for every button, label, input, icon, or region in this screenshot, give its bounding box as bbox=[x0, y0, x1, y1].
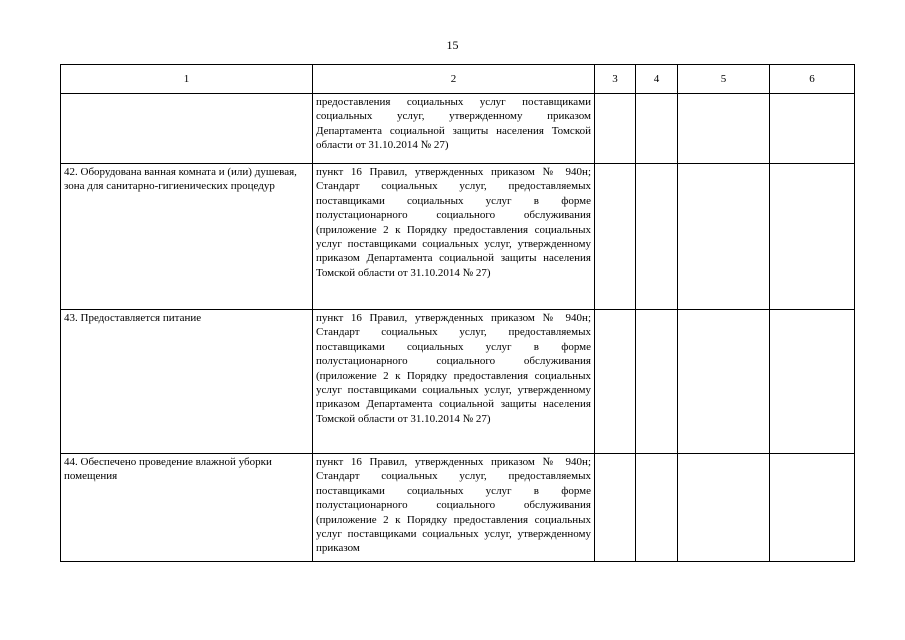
empty-cell-5 bbox=[678, 310, 770, 454]
source-cell: пункт 16 Правил, утвержденных приказом № 940н; Стандарт социальных услуг, предоставляемых поставщиками социальных услуг в форме полустационарного социального обслуживания (приложение 2 к Порядку предоставления социальных услуг поставщиками социальных услуг, утвержденному приказом bbox=[313, 454, 595, 562]
empty-cell-5 bbox=[678, 454, 770, 562]
table-header-row bbox=[61, 65, 855, 94]
empty-cell-3 bbox=[595, 94, 636, 164]
header-cell-1: 1 bbox=[61, 65, 313, 94]
page-number: 15 bbox=[446, 38, 459, 52]
table-row bbox=[61, 94, 855, 164]
empty-cell-4 bbox=[636, 164, 678, 310]
empty-cell-6 bbox=[770, 310, 855, 454]
empty-cell-4 bbox=[636, 310, 678, 454]
empty-cell-3 bbox=[595, 454, 636, 562]
source-cell: предоставления социальных услуг поставщиками социальных услуг, утвержденному приказом Департамента социальной защиты населения Томской области от 31.10.2014 № 27) bbox=[313, 94, 595, 164]
empty-cell-3 bbox=[595, 310, 636, 454]
empty-cell-6 bbox=[770, 164, 855, 310]
table-row bbox=[61, 310, 855, 454]
header-cell-2: 2 bbox=[313, 65, 595, 94]
criterion-cell: 44. Обеспечено проведение влажной уборки помещения bbox=[61, 454, 313, 562]
empty-cell-4 bbox=[636, 94, 678, 164]
table-row bbox=[61, 454, 855, 562]
empty-cell-5 bbox=[678, 94, 770, 164]
criterion-cell: 43. Предоставляется питание bbox=[61, 310, 313, 454]
criterion-cell bbox=[61, 94, 313, 164]
empty-cell-6 bbox=[770, 94, 855, 164]
source-cell: пункт 16 Правил, утвержденных приказом № 940н; Стандарт социальных услуг, предоставляемых поставщиками социальных услуг в форме полустационарного социального обслуживания (приложение 2 к Порядку предоставления социальных услуг поставщиками социальных услуг, утвержденному приказом Департамента социальной защиты населения Томской области от 31.10.2014 № 27) bbox=[313, 164, 595, 310]
criterion-cell: 42. Оборудована ванная комната и (или) душевая, зона для санитарно-гигиенических процедур bbox=[61, 164, 313, 310]
empty-cell-3 bbox=[595, 164, 636, 310]
header-cell-4: 4 bbox=[636, 65, 678, 94]
source-cell: пункт 16 Правил, утвержденных приказом № 940н; Стандарт социальных услуг, предоставляемых поставщиками социальных услуг в форме полустационарного социального обслуживания (приложение 2 к Порядку предоставления социальных услуг поставщиками социальных услуг, утвержденному приказом Департамента социальной защиты населения Томской области от 31.10.2014 № 27) bbox=[313, 310, 595, 454]
empty-cell-4 bbox=[636, 454, 678, 562]
checklist-table bbox=[60, 64, 855, 562]
header-cell-5: 5 bbox=[678, 65, 770, 94]
header-cell-3: 3 bbox=[595, 65, 636, 94]
empty-cell-6 bbox=[770, 454, 855, 562]
empty-cell-5 bbox=[678, 164, 770, 310]
table-row bbox=[61, 164, 855, 310]
header-cell-6: 6 bbox=[770, 65, 855, 94]
